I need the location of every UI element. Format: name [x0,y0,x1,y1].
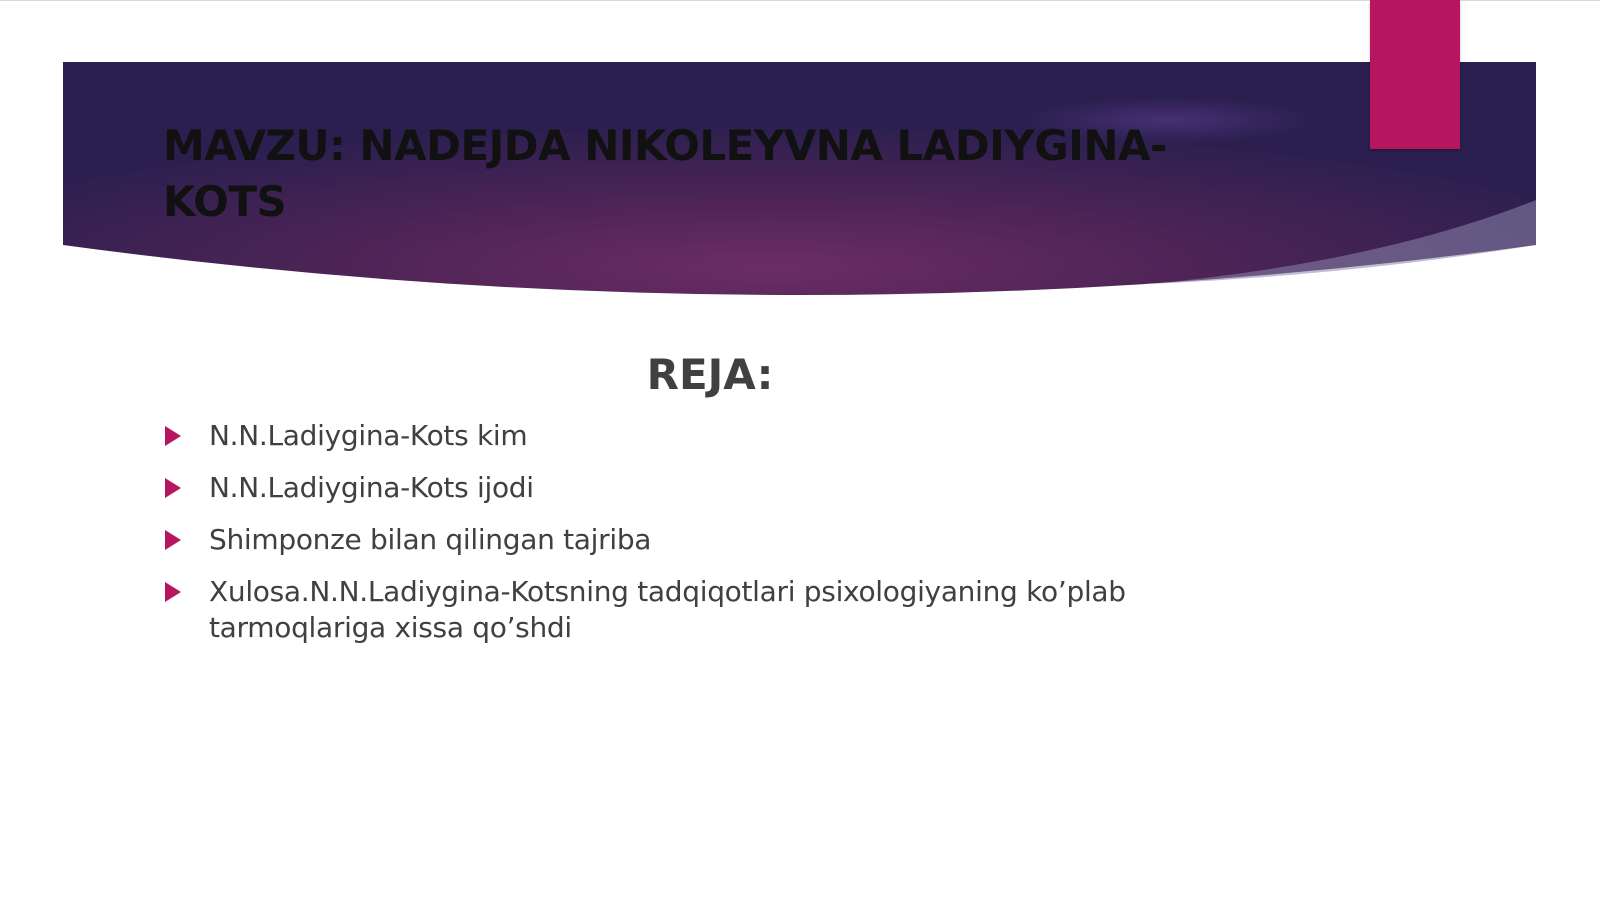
bullet-item [163,574,1223,646]
bullet-item [163,522,1223,558]
bullet-text: N.N.Ladiygina-Kots kim [209,419,528,452]
triangle-bullet-icon [165,530,181,550]
bullet-text: N.N.Ladiygina-Kots ijodi [209,471,534,504]
bullet-text: Xulosa.N.N.Ladiygina-Kotsning tadqiqotlari psixologiyaning ko’plab tarmoqlariga xissa qo’shdi [209,575,1126,644]
triangle-bullet-icon [165,478,181,498]
bullet-item [163,470,1223,506]
bullet-text: Shimponze bilan qilingan tajriba [209,523,652,556]
slide-title: MAVZU: NADEJDA NIKOLEYVNA LADIYGINA-KOTS [163,121,1167,226]
accent-tab [1370,0,1460,149]
triangle-bullet-icon [165,426,181,446]
bullet-item [163,418,1223,454]
triangle-bullet-icon [165,582,181,602]
bullet-list [163,418,1223,662]
plan-heading: REJA: [646,350,774,399]
